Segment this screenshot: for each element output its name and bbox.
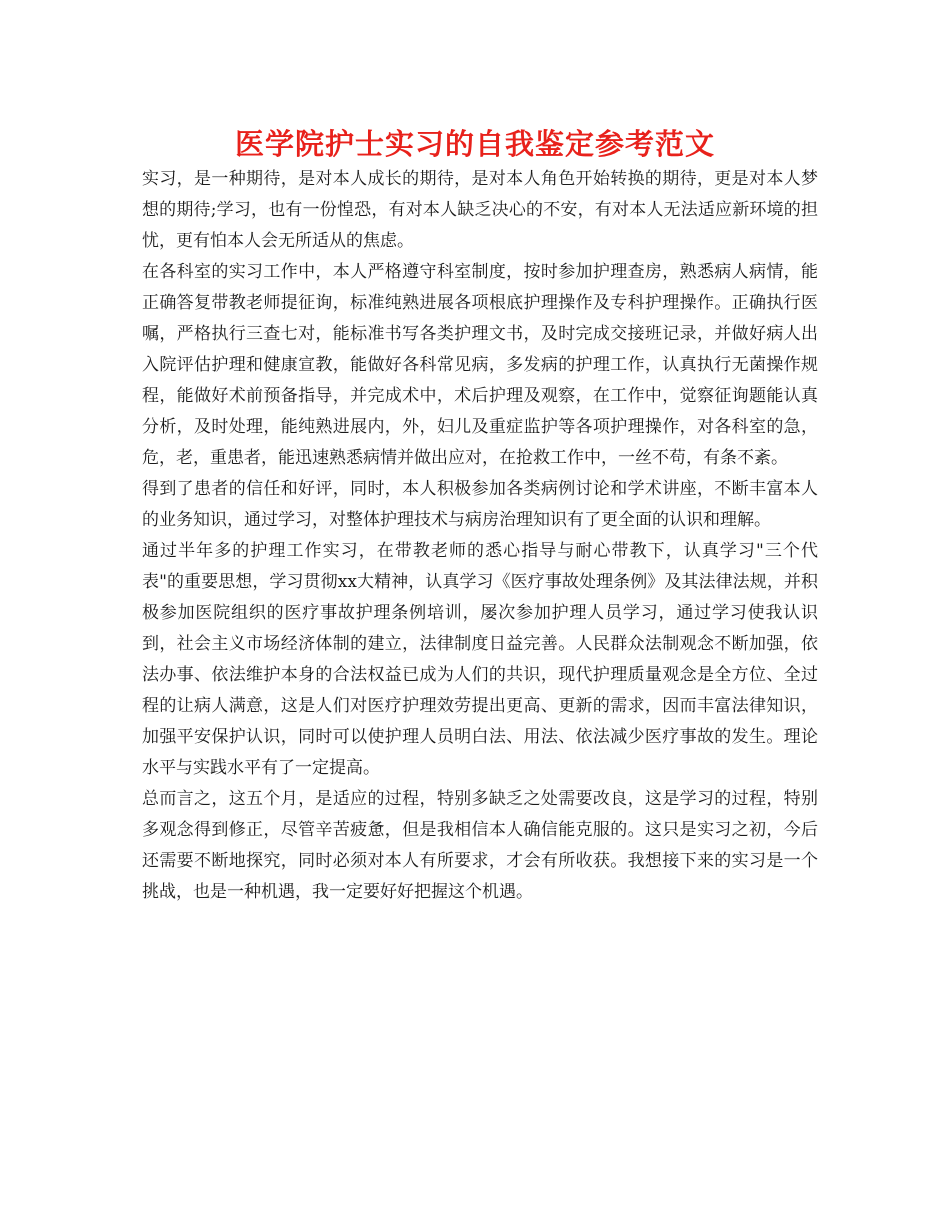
paragraph-4: 通过半年多的护理工作实习，在带教老师的悉心指导与耐心带教下，认真学习"三个代表"的重要思想，学习贯彻xx大精神，认真学习《医疗事故处理条例》及其法律法规，并积极参加医院组织的医疗事故护理条例培训，屡次参加护理人员学习，通过学习使我认识到，社会主义市场经济体制的建立，法律制度日益完善。人民群众法制观念不断加强，依法办事、依法维护本身的合法权益已成为人们的共识，现代护理质量观念是全方位、全过程的让病人满意，这是人们对医疗护理效劳提出更高、更新的需求，因而丰富法律知识，加强平安保护认识，同时可以使护理人员明白法、用法、依法减少医疗事故的发生。理论水平与实践水平有了一定提高。: [142, 541, 818, 778]
paragraph-2: 在各科室的实习工作中，本人严格遵守科室制度，按时参加护理查房，熟悉病人病情，能正确答复带教老师提征询，标准纯熟进展各项根底护理操作及专科护理操作。正确执行医嘱，严格执行三查七对，能标准书写各类护理文书，及时完成交接班记录，并做好病人出入院评估护理和健康宣教，能做好各科常见病，多发病的护理工作，认真执行无菌操作规程，能做好术前预备指导，并完成术中，术后护理及观察，在工作中，觉察征询题能认真分析，及时处理，能纯熟进展内，外，妇儿及重症监护等各项护理操作，对各科室的急，危，老，重患者，能迅速熟悉病情并做出应对，在抢救工作中，一丝不苟，有条不紊。: [142, 262, 818, 468]
paragraph-3: 得到了患者的信任和好评，同时，本人积极参加各类病例讨论和学术讲座，不断丰富本人的业务知识，通过学习，对整体护理技术与病房治理知识有了更全面的认识和理解。: [142, 479, 818, 530]
document-body: [142, 164, 818, 908]
paragraph-5: 总而言之，这五个月，是适应的过程，特别多缺乏之处需要改良，这是学习的过程，特别多观念得到修正，尽管辛苦疲惫，但是我相信本人确信能克服的。这只是实习之初，今后还需要不断地探究，同时必须对本人有所要求，才会有所收获。我想接下来的实习是一个挑战，也是一种机遇，我一定要好好把握这个机遇。: [142, 789, 818, 902]
document-title: 医学院护士实习的自我鉴定参考范文: [234, 127, 715, 161]
paragraph-1: 实习，是一种期待，是对本人成长的期待，是对本人角色开始转换的期待，更是对本人梦想的期待;学习，也有一份惶恐，有对本人缺乏决心的不安，有对本人无法适应新环境的担忧，更有怕本人会无所适从的焦虑。: [142, 169, 818, 251]
